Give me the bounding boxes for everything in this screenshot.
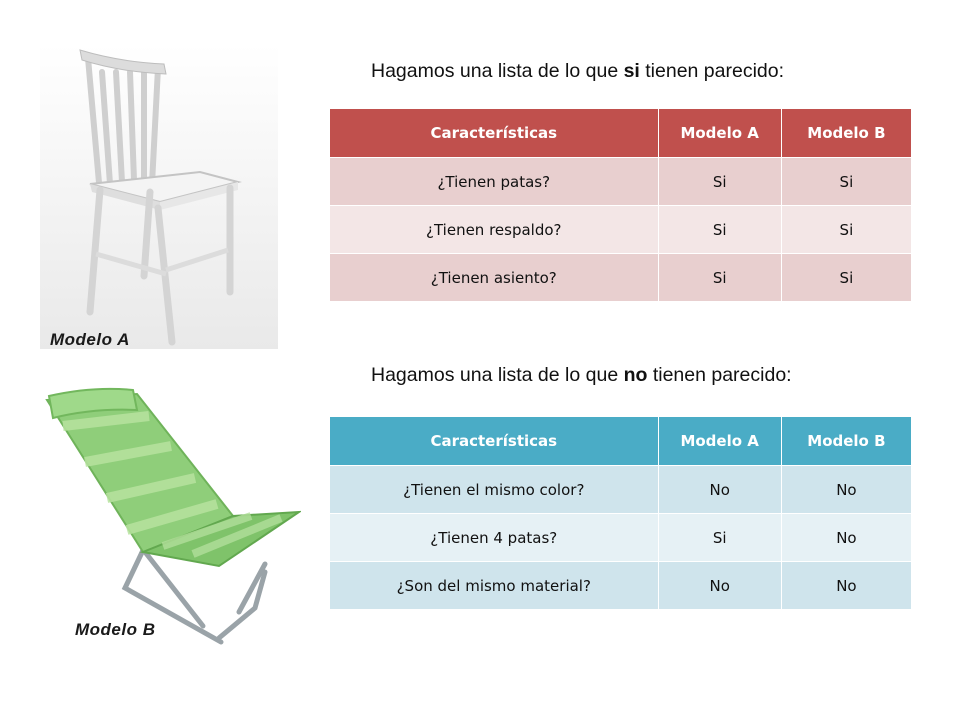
table-cell: ¿Tienen respaldo? xyxy=(330,206,659,254)
column-header: Modelo A xyxy=(658,417,781,466)
table-cell: Si xyxy=(781,158,911,206)
column-header: Modelo B xyxy=(781,417,911,466)
table-row xyxy=(330,254,912,302)
table-row xyxy=(330,158,912,206)
table-cell: Si xyxy=(781,254,911,302)
table-row xyxy=(330,206,912,254)
table-cell: ¿Tienen patas? xyxy=(330,158,659,206)
heading-emphasis: no xyxy=(623,364,648,386)
table-row xyxy=(330,466,912,514)
model-a-caption: Modelo A xyxy=(50,330,130,349)
chair-model-b-image xyxy=(33,376,301,648)
table-cell: ¿Son del mismo material? xyxy=(330,562,659,610)
table-header-row xyxy=(330,417,912,466)
table-cell: No xyxy=(781,466,911,514)
column-header: Modelo B xyxy=(781,109,911,158)
table-cell: ¿Tienen asiento? xyxy=(330,254,659,302)
heading-prefix: Hagamos una lista de lo que xyxy=(371,364,624,386)
heading-suffix: tienen parecido: xyxy=(639,60,785,82)
table-cell: Si xyxy=(658,514,781,562)
differences-table xyxy=(329,416,912,610)
table-cell: Si xyxy=(781,206,911,254)
column-header: Modelo A xyxy=(658,109,781,158)
table-cell: No xyxy=(781,514,911,562)
column-header: Características xyxy=(330,417,659,466)
differences-heading xyxy=(371,364,792,387)
table-cell: No xyxy=(781,562,911,610)
table-cell: ¿Tienen 4 patas? xyxy=(330,514,659,562)
table-row xyxy=(330,514,912,562)
heading-suffix: tienen parecido: xyxy=(647,364,792,386)
heading-prefix: Hagamos una lista de lo que xyxy=(371,60,624,82)
model-b-caption: Modelo B xyxy=(75,620,156,639)
table-cell: No xyxy=(658,562,781,610)
table-cell: ¿Tienen el mismo color? xyxy=(330,466,659,514)
table-cell: Si xyxy=(658,254,781,302)
column-header: Características xyxy=(330,109,659,158)
similarities-heading xyxy=(371,60,784,83)
similarities-table xyxy=(329,108,912,302)
table-cell: Si xyxy=(658,206,781,254)
chair-model-a-image xyxy=(40,44,278,349)
table-cell: No xyxy=(658,466,781,514)
table-row xyxy=(330,562,912,610)
table-header-row xyxy=(330,109,912,158)
table-cell: Si xyxy=(658,158,781,206)
heading-emphasis: si xyxy=(623,60,640,82)
